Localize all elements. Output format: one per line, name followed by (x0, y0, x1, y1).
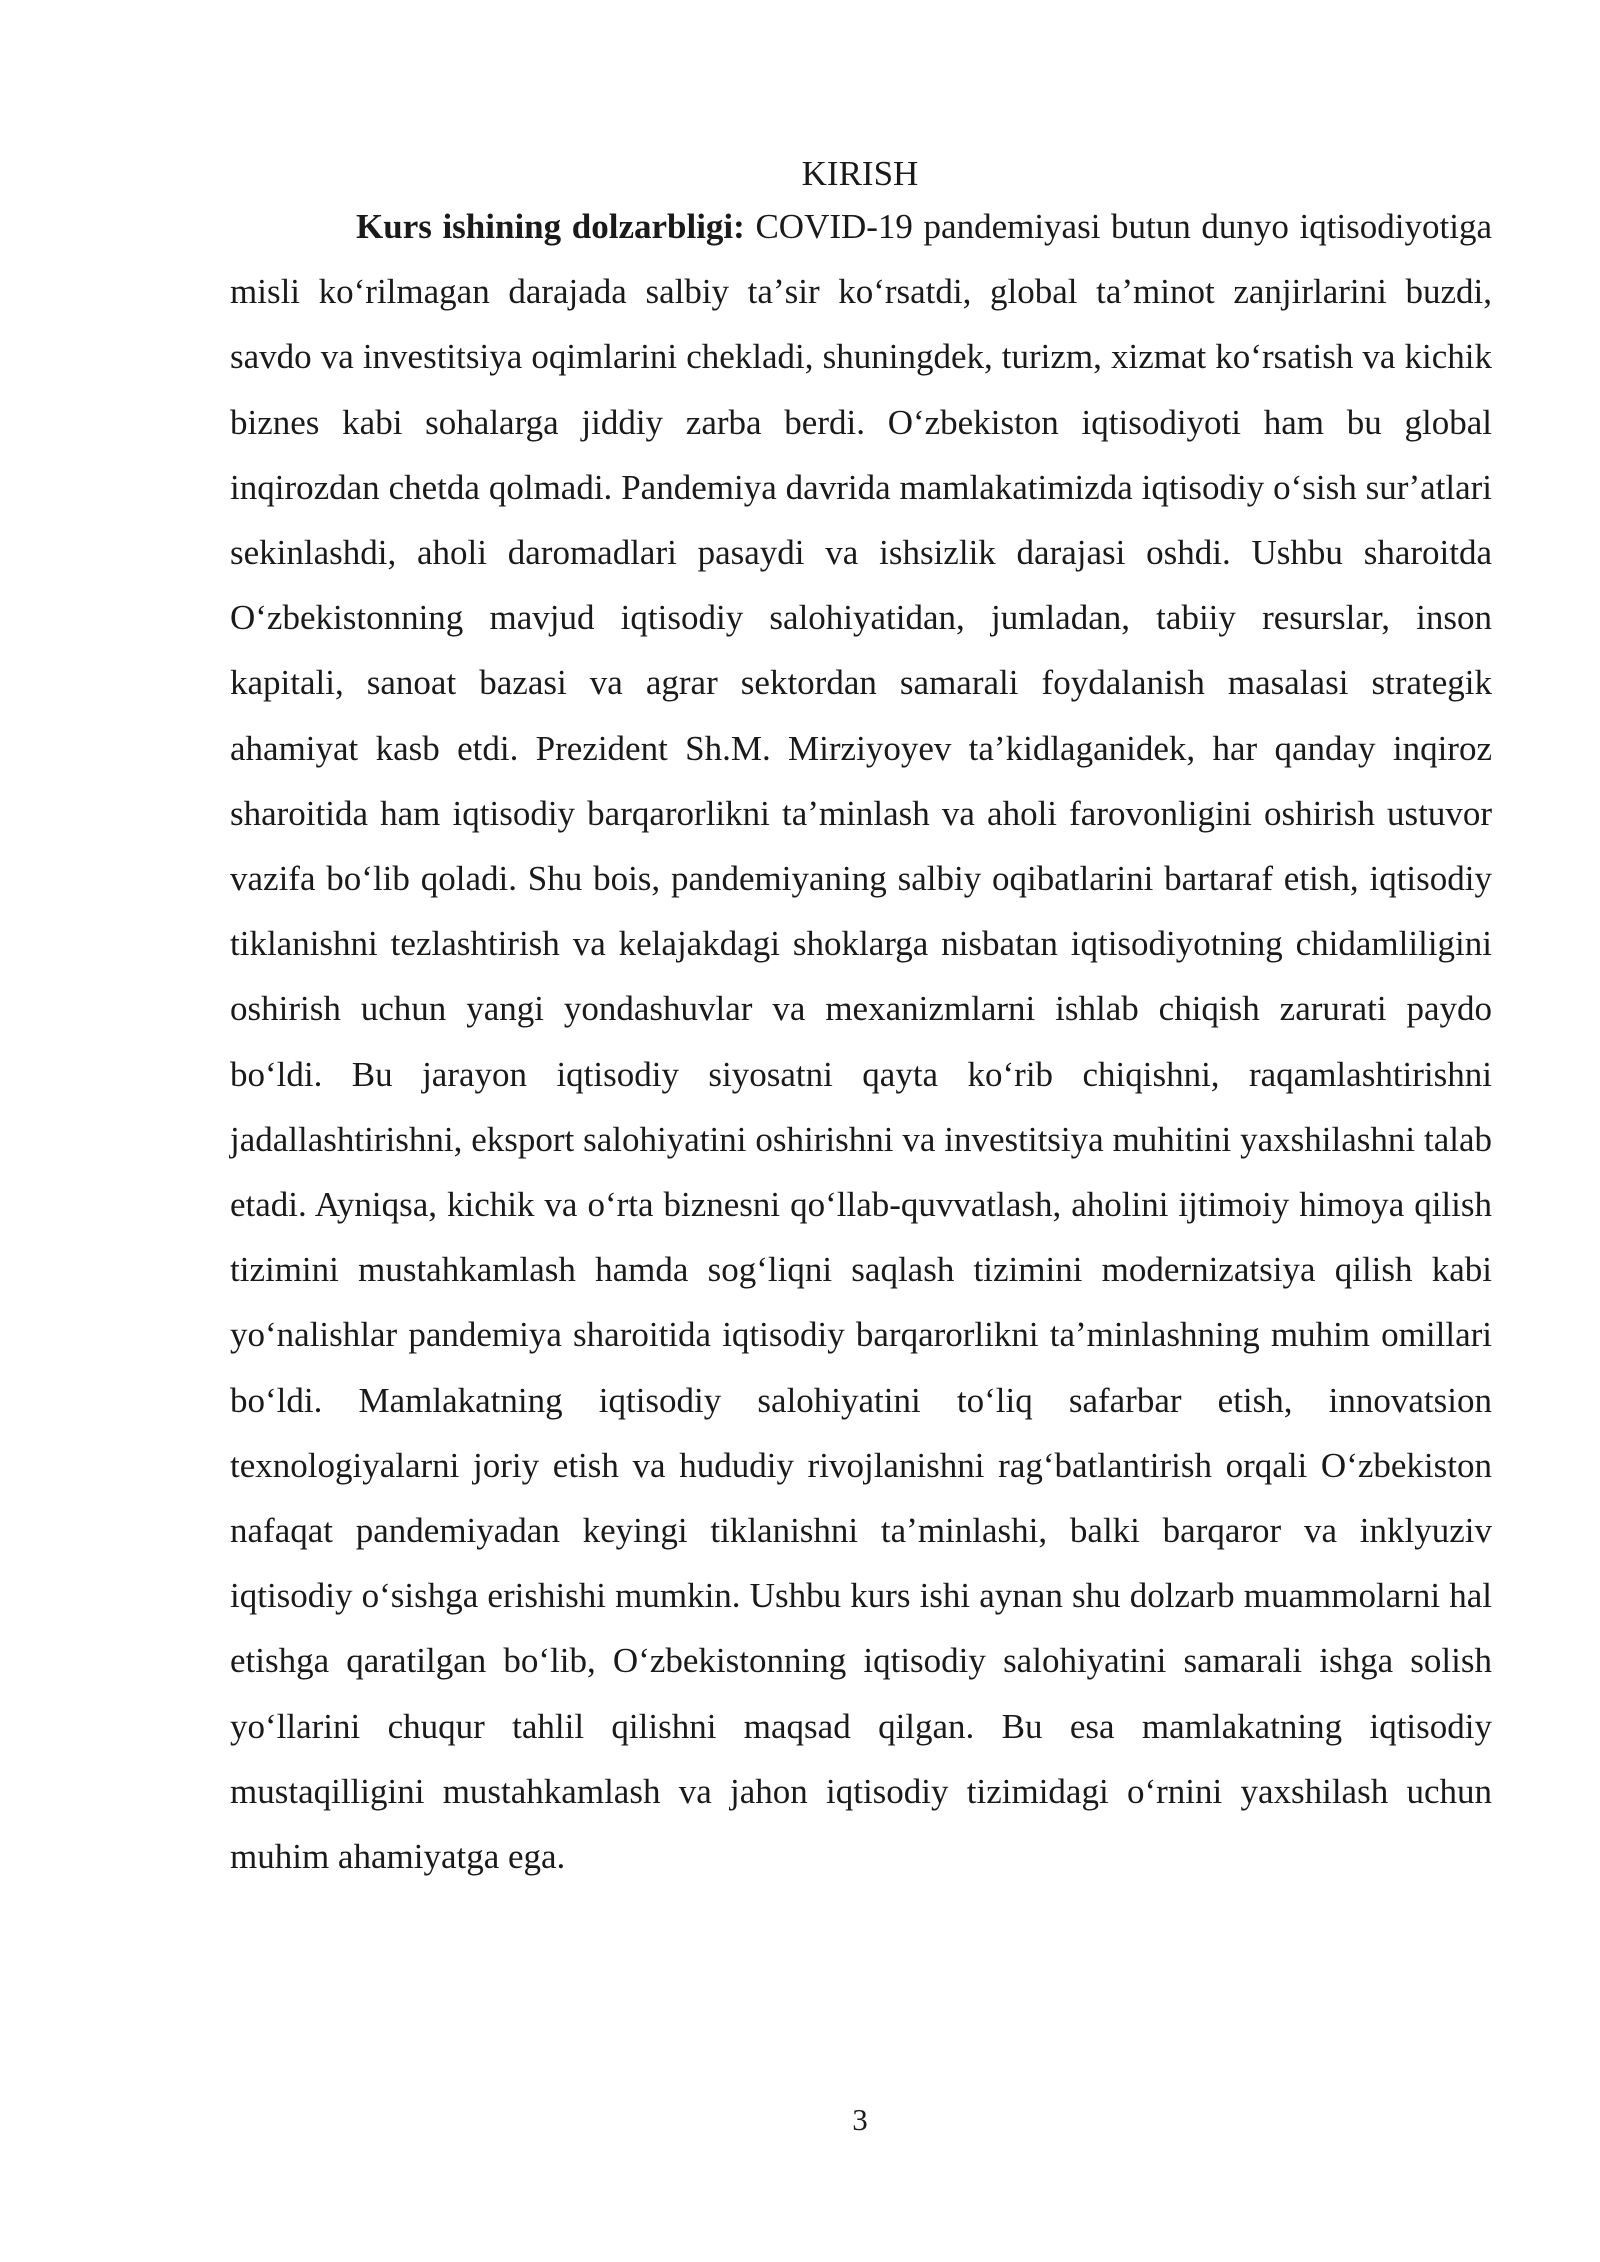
paragraph-lead: Kurs ishining dolzarbligi: (356, 207, 745, 246)
section-heading: KIRISH (801, 154, 919, 193)
page-number: 3 (852, 2102, 868, 2137)
paragraph-text: COVID-19 pandemiyasi butun dunyo iqtisodiyotiga misli koʻrilmagan darajada salbiy taʼsir koʻrsatdi, global taʼminot zanjirlarini buzdi, savdo va investitsiya oqimlarini chekladi, shuningdek, turizm, xizmat koʻrsatish va kichik biznes kabi sohalarga jiddiy zarba berdi. Oʻzbekiston iqtisodiyoti ham bu global inqirozdan chetda qolmadi. Pandemiya davrida mamlakatimizda iqtisodiy oʻsish surʼatlari sekinlashdi, aholi daromadlari pasaydi va ishsizlik darajasi oshdi. Ushbu sharoitda Oʻzbekistonning mavjud iqtisodiy salohiyatidan, jumladan, tabiiy resurslar, inson kapitali, sanoat bazasi va agrar sektordan samarali foydalanish masalasi strategik ahamiyat kasb etdi. Prezident Sh.M. Mirziyoyev ta’kidlaganidek, har qanday inqiroz sharoitida ham iqtisodiy barqarorlikni taʼminlash va aholi farovonligini oshirish ustuvor vazifa boʻlib qoladi. Shu bois, pandemiyaning salbiy oqibatlarini bartaraf etish, iqtisodiy tiklanishni tezlashtirish va kelajakdagi shoklarga nisbatan iqtisodiyotning chidamliligini oshirish uchun yangi yondashuvlar va mexanizmlarni ishlab chiqish zarurati paydo boʻldi. Bu jarayon iqtisodiy siyosatni qayta koʻrib chiqishni, raqamlashtirishni jadallashtirishni, eksport salohiyatini oshirishni va investitsiya muhitini yaxshilashni talab etadi. Ayniqsa, kichik va oʻrta biznesni qoʻllab-quvvatlash, aholini ijtimoiy himoya qilish tizimini mustahkamlash hamda sogʻliqni saqlash tizimini modernizatsiya qilish kabi yoʻnalishlar pandemiya sharoitida iqtisodiy barqarorlikni taʼminlashning muhim omillari boʻldi. Mamlakatning iqtisodiy salohiyatini toʻliq safarbar etish, innovatsion texnologiyalarni joriy etish va hududiy rivojlanishni ragʻbatlantirish orqali Oʻzbekiston nafaqat pandemiyadan keyingi tiklanishni taʼminlashi, balki barqaror va inklyuziv iqtisodiy oʻsishga erishishi mumkin. Ushbu kurs ishi aynan shu dolzarb muammolarni hal etishga qaratilgan boʻlib, Oʻzbekistonning iqtisodiy salohiyatini samarali ishga solish yoʻllarini chuqur tahlil qilishni maqsad qilgan. Bu esa mamlakatning iqtisodiy mustaqilligini mustahkamlash va jahon iqtisodiy tizimidagi oʻrnini yaxshilash uchun muhim ahamiyatga ega. (230, 207, 1493, 1877)
body-paragraph (230, 194, 1492, 1889)
